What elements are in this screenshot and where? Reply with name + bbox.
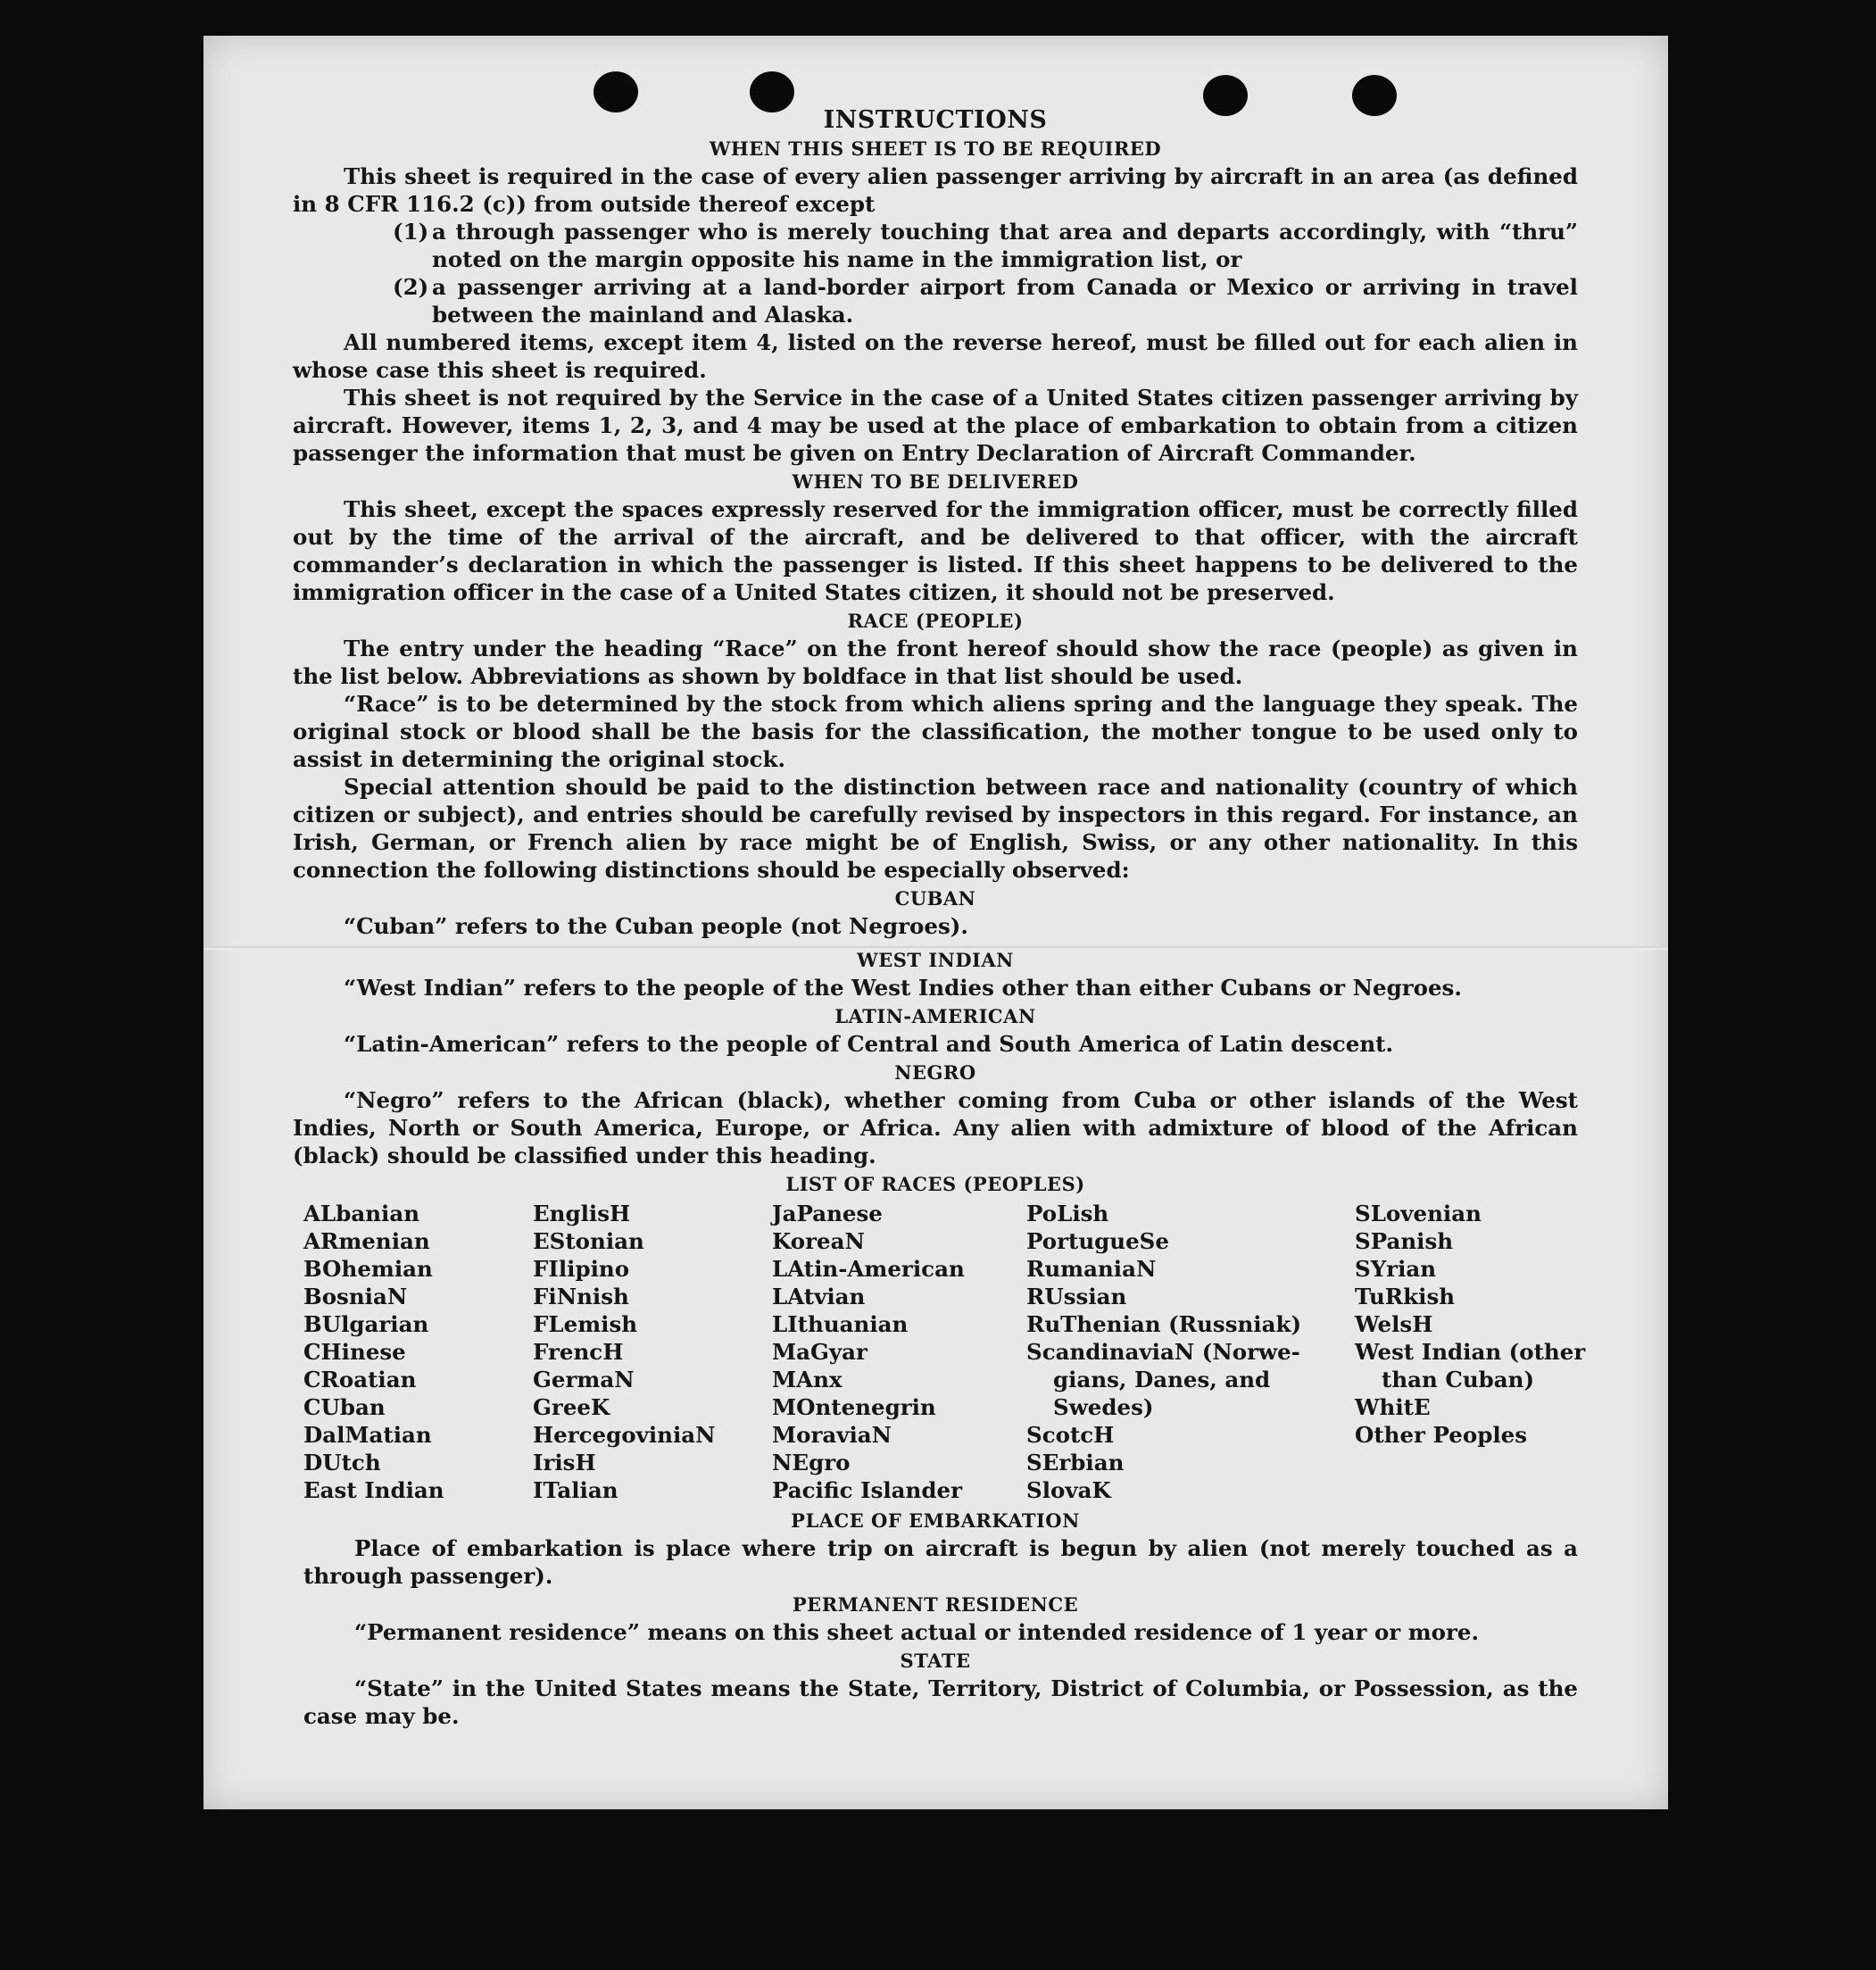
exception-list [393, 218, 1578, 328]
race-entry: EStonian [533, 1228, 644, 1254]
item-text: a passenger arriving at a land-border airport from Canada or Mexico or arriving in travel between the mainland and Alaska. [432, 274, 1578, 328]
races-column [1026, 1200, 1355, 1504]
race-entry: SErbian [1026, 1450, 1125, 1475]
race-entry: SlovaK [1026, 1477, 1111, 1503]
race-entry: MAnx [772, 1367, 843, 1392]
race-entry: ITalian [533, 1477, 618, 1503]
race-entry: MOntenegrin [772, 1394, 936, 1420]
race-entry: SYrian [1355, 1256, 1437, 1282]
section-heading: WHEN TO BE DELIVERED [792, 470, 1079, 493]
race-entry: HercegoviniaN [533, 1422, 716, 1448]
race-entry: ScandinaviaN (Norwe- [1026, 1339, 1300, 1365]
race-entry: FLemish [533, 1311, 638, 1337]
section-heading: NEGRO [894, 1061, 976, 1084]
paragraph: This sheet is required in the case of every alien passenger arriving by aircraft in an area (as defined in 8 CFR 116.2 (c)) from outside thereof except [293, 163, 1578, 217]
race-entry: LIthuanian [772, 1311, 909, 1337]
race-entry: MoraviaN [772, 1422, 892, 1448]
section-heading: WEST INDIAN [857, 949, 1014, 971]
paragraph: Special attention should be paid to the distinction between race and nationality (country of which citizen or subject), and entries should be carefully revised by inspectors in this regard. For instance, an Irish, German, or French alien by race might be of English, Swiss, or any other nationality. In this connection the following distinctions should be especially observed: [293, 774, 1578, 883]
paragraph: All numbered items, except item 4, listed on the reverse hereof, must be filled out for each alien in whose case this sheet is required. [293, 329, 1578, 383]
race-entry: GreeK [533, 1394, 610, 1420]
race-entry: FiNnish [533, 1284, 629, 1309]
race-entry: ScotcH [1026, 1422, 1115, 1448]
race-entry: EnglisH [533, 1201, 631, 1226]
race-entry: CRoatian [303, 1367, 417, 1392]
paragraph: This sheet, except the spaces expressly reserved for the immigration officer, must be correctly filled out by the time of the arrival of the aircraft, and be delivered to that officer, with the aircraft commander’s declaration in which the passenger is listed. If this sheet happens to be delivered to the immigration officer in the case of a United States citizen, it should not be preserved. [293, 496, 1578, 605]
paragraph: “West Indian” refers to the people of the West Indies other than either Cubans or Negroes. [344, 975, 1462, 1001]
paragraph: Place of embarkation is place where trip on aircraft is begun by alien (not merely touched as a through passenger). [303, 1535, 1578, 1589]
race-entry: SLovenian [1355, 1201, 1482, 1226]
race-entry: MaGyar [772, 1339, 867, 1365]
race-entry: LAtin-American [772, 1256, 965, 1282]
race-entry: RUssian [1026, 1284, 1127, 1309]
race-entry: BOhemian [303, 1256, 433, 1282]
race-entry: DalMatian [303, 1422, 432, 1448]
race-entry: gians, Danes, and [1053, 1367, 1271, 1392]
item-text: a through passenger who is merely touching that area and departs accordingly, with “thru” noted on the margin opposite his name in the immigration list, or [432, 219, 1578, 272]
paragraph: “Latin-American” refers to the people of Central and South America of Latin descent. [344, 1031, 1393, 1057]
race-entry: FrencH [533, 1339, 624, 1365]
race-entry: Pacific Islander [772, 1477, 962, 1503]
section-heading: PLACE OF EMBARKATION [791, 1509, 1080, 1532]
section-heading: CUBAN [894, 887, 976, 910]
race-entry: FIlipino [533, 1256, 630, 1282]
item-number: (2) [393, 274, 429, 300]
paragraph: The entry under the heading “Race” on the front hereof should show the race (people) as given in the list below. Abbreviations as shown by boldface in that list should be used. [293, 636, 1578, 689]
section-heading: STATE [900, 1650, 971, 1672]
race-entry: TuRkish [1355, 1284, 1456, 1309]
race-entry: ARmenian [303, 1228, 430, 1254]
list-item [393, 218, 1578, 273]
race-entry: West Indian (other [1355, 1339, 1586, 1365]
paragraph: “Permanent residence” means on this sheet actual or intended residence of 1 year or more. [354, 1619, 1480, 1645]
races-column [533, 1200, 772, 1504]
paragraph: This sheet is not required by the Service in the case of a United States citizen passenger arriving by aircraft. However, items 1, 2, 3, and 4 may be used at the place of embarkation to obtain from a citizen passenger the information that must be given on Entry Declaration of Aircraft Commander. [293, 385, 1578, 466]
race-entry: Swedes) [1053, 1394, 1154, 1420]
paragraph: “State” in the United States means the State, Territory, District of Columbia, or Possession, as the case may be. [303, 1675, 1578, 1729]
races-column [772, 1200, 1026, 1504]
instructions-content [293, 105, 1586, 1730]
race-entry: BUlgarian [303, 1311, 429, 1337]
paragraph: “Cuban” refers to the Cuban people (not Negroes). [344, 913, 968, 939]
race-entry: RuThenian (Russniak) [1026, 1311, 1302, 1337]
race-entry: BosniaN [303, 1284, 408, 1309]
race-entry: East Indian [303, 1477, 444, 1503]
race-entry: IrisH [533, 1450, 596, 1475]
race-entry: CHinese [303, 1339, 406, 1365]
race-entry: PoLish [1026, 1201, 1109, 1226]
races-column [303, 1200, 533, 1504]
race-entry: WelsH [1355, 1311, 1433, 1337]
section-heading: WHEN THIS SHEET IS TO BE REQUIRED [709, 137, 1162, 160]
section-heading: PERMANENT RESIDENCE [792, 1593, 1079, 1616]
races-column [1355, 1200, 1586, 1504]
paragraph: “Race” is to be determined by the stock from which aliens spring and the language they speak. The original stock or blood shall be the basis for the classification, the mother tongue to be used only to assist in determining the original stock. [293, 691, 1578, 772]
section-heading: LATIN-AMERICAN [834, 1005, 1036, 1027]
race-entry: CUban [303, 1394, 386, 1420]
race-entry: NEgro [772, 1450, 851, 1475]
race-entry: than Cuban) [1382, 1367, 1535, 1392]
race-entry: DUtch [303, 1450, 381, 1475]
document-page [203, 36, 1668, 1809]
races-list [303, 1200, 1586, 1504]
race-entry: LAtvian [772, 1284, 866, 1309]
race-entry: RumaniaN [1026, 1256, 1157, 1282]
race-entry: GermaN [533, 1367, 635, 1392]
race-entry: WhitE [1355, 1394, 1431, 1420]
paragraph: “Negro” refers to the African (black), whether coming from Cuba or other islands of the West Indies, North or South America, Europe, or Africa. Any alien with admixture of blood of the African (black) should be classified under this heading. [293, 1087, 1578, 1168]
section-heading: RACE (PEOPLE) [847, 610, 1024, 632]
race-entry: ALbanian [303, 1201, 420, 1226]
race-entry: Other Peoples [1355, 1422, 1528, 1448]
race-entry: PortugueSe [1026, 1228, 1169, 1254]
race-entry: SPanish [1355, 1228, 1454, 1254]
item-number: (1) [393, 219, 429, 245]
races-heading: LIST OF RACES (PEOPLES) [785, 1173, 1085, 1195]
race-entry: JaPanese [772, 1201, 883, 1226]
page-title: INSTRUCTIONS [823, 106, 1048, 134]
race-entry: KoreaN [772, 1228, 865, 1254]
list-item [393, 273, 1578, 328]
